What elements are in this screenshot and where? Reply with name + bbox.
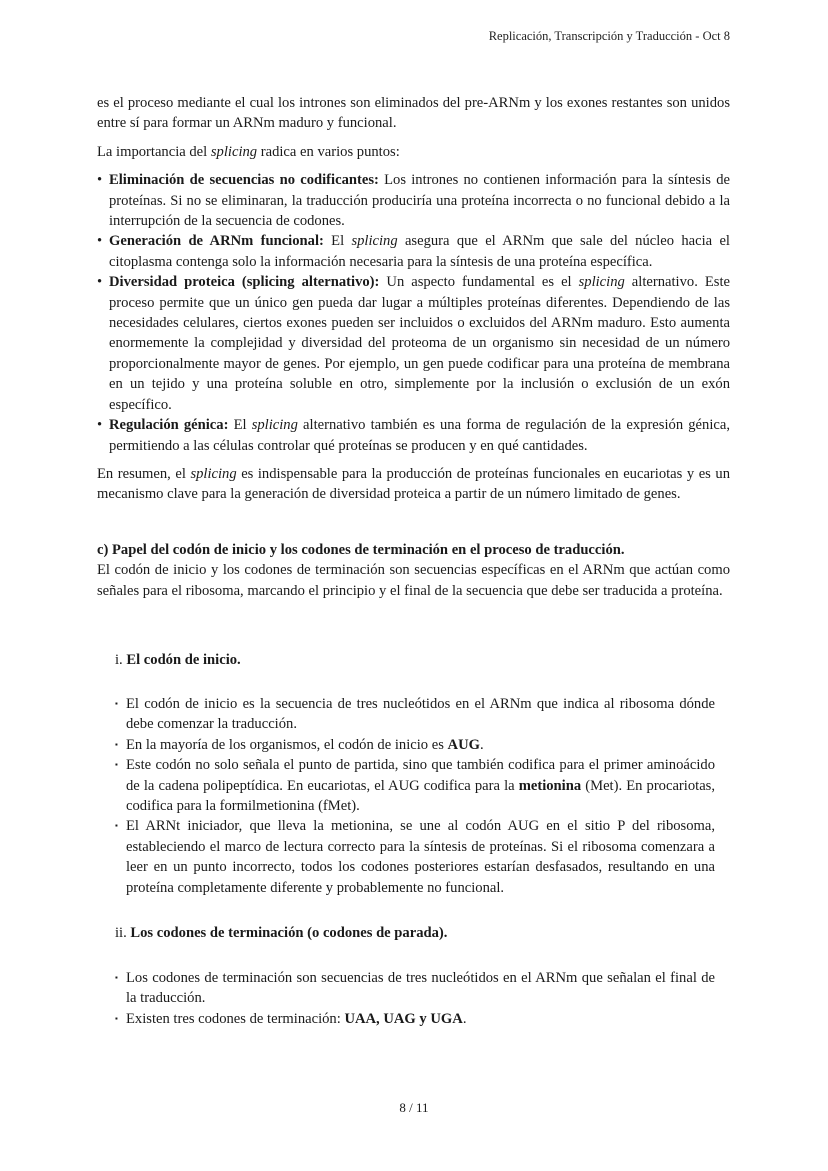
section-paragraph: El codón de inicio y los codones de terminación son secuencias específicas en el ARNm que actúan como señales para el ribosoma, marcando el principio y el final de la secuencia que debe ser traducida a proteína. [97, 562, 730, 599]
italic-term: splicing [210, 143, 258, 160]
running-header: Replicación, Transcripción y Traducción - Oct 8 [488, 29, 730, 43]
section-heading [97, 540, 730, 560]
text: radica en varios puntos: [257, 143, 400, 160]
italic-term: splicing [251, 417, 298, 434]
text: . [462, 1010, 467, 1027]
text: En resumen, el [97, 465, 191, 482]
intro-paragraph: es el proceso mediante el cual los intrones son eliminados del pre-ARNm y los exones restantes son unidos entre sí para formar un ARNm maduro y funcional. [97, 95, 730, 132]
italic-term: splicing [578, 274, 625, 291]
italic-term: splicing [351, 233, 398, 250]
page-number: 8 / 11 [399, 1100, 429, 1115]
text: En la mayoría de los organismos, el codón de inicio es [126, 736, 448, 753]
subheading-text: El codón de inicio. [126, 652, 241, 668]
item-title: Diversidad proteica (splicing alternativo): [109, 274, 380, 291]
item-text: alternativo también es una forma de regulación de la expresión génica, permitiendo a las células controlar qué proteínas se producen y en qué cantidades. [109, 417, 730, 454]
bold-term: AUG [447, 736, 480, 753]
list-item [97, 272, 730, 415]
text: Un aspecto fundamental es el [379, 274, 579, 291]
list-item: ▪ Los codones de terminación son secuencias de tres nucleótidos en el ARNm que señalan el final de la traducción. [115, 968, 715, 1009]
text: Este codón no solo señala el punto de partida, sino que también codifica para el primer aminoácido de la cadena polipeptídica. En eucariotas, el AUG codifica para la [126, 757, 715, 794]
list-item [115, 735, 715, 755]
stop-codons-section [115, 968, 715, 1029]
importance-paragraph [97, 142, 730, 162]
text: (Met). En procariotas, codifica para la formilmetionina (fMet). [126, 777, 715, 815]
list-item [97, 170, 730, 231]
bold-term: UAA, UAG y UGA [344, 1010, 463, 1027]
start-codon-heading [115, 650, 715, 670]
italic-term: splicing [190, 465, 237, 482]
list-item: ▪ El ARNt iniciador, que lleva la metionina, se une al codón AUG en el sitio P del ribosoma, estableciendo el marco de lectura correcto para la síntesis de proteínas. Si el ribosoma comenzara a leer en un punto incorrecto, todos los codones posteriores estarían desfasados, resultando en una proteína completamente diferente y probablemente no funcional. [115, 816, 715, 898]
list-item [97, 231, 730, 272]
stop-codons-heading [115, 923, 715, 943]
list-item [115, 1009, 715, 1029]
bold-term: metionina [518, 777, 582, 794]
item-title: Generación de ARNm funcional: [109, 233, 324, 250]
heading-text: c) Papel del codón de inicio y los codones de terminación en el proceso de traducción. [97, 542, 625, 558]
intro-section [97, 93, 730, 505]
text: El [228, 417, 252, 434]
text: El [323, 233, 352, 250]
subheading-text: Los codones de terminación (o codones de parada). [130, 925, 448, 941]
stop-codons-list [115, 968, 715, 1029]
text: Existen tres codones de terminación: [126, 1010, 345, 1027]
list-number: ii. [115, 925, 131, 941]
section-c [97, 540, 730, 601]
summary-paragraph [97, 464, 730, 505]
list-item [97, 415, 730, 456]
list-item: ▪ El codón de inicio es la secuencia de tres nucleótidos en el ARNm que indica al ribosoma dónde debe comenzar la traducción. [115, 694, 715, 735]
item-text: asegura que el ARNm que sale del núcleo hacia el citoplasma contenga solo la información necesaria para la síntesis de una proteína específica. [109, 233, 730, 270]
text: La importancia del [97, 143, 211, 160]
start-codon-list [115, 694, 715, 898]
list-number: i. [115, 652, 127, 668]
start-codon-section [115, 694, 715, 898]
text: es indispensable para la producción de proteínas funcionales en eucariotas y es un mecanismo clave para la generación de diversidad proteica a partir de un número limitado de genes. [97, 465, 730, 503]
splicing-points-list [97, 170, 730, 456]
item-title: Eliminación de secuencias no codificantes: [109, 172, 379, 189]
item-title: Regulación génica: [109, 417, 229, 434]
item-text: alternativo. Este proceso permite que un único gen pueda dar lugar a múltiples proteínas diferentes. Dependiendo de las necesidades celulares, ciertos exones pueden ser incluidos o excluidos del ARNm maduro. Esto aumenta enormemente la complejidad y diversidad del proteoma de un organismo sin necesidad de un número proporcionalmente mayor de genes. Por ejemplo, un gen puede codificar para una proteína de membrana en un tejido y una proteína soluble en otro, simplemente por la inclusión o exclusión de un exón específico. [109, 274, 730, 413]
list-item [115, 755, 715, 816]
item-text: Los intrones no contienen información para la síntesis de proteínas. Si no se eliminaran, la traducción produciría una proteína incorrecta o no funcional debido a la interrupción de la secuencia de codones. [109, 172, 730, 230]
text: . [479, 736, 484, 753]
